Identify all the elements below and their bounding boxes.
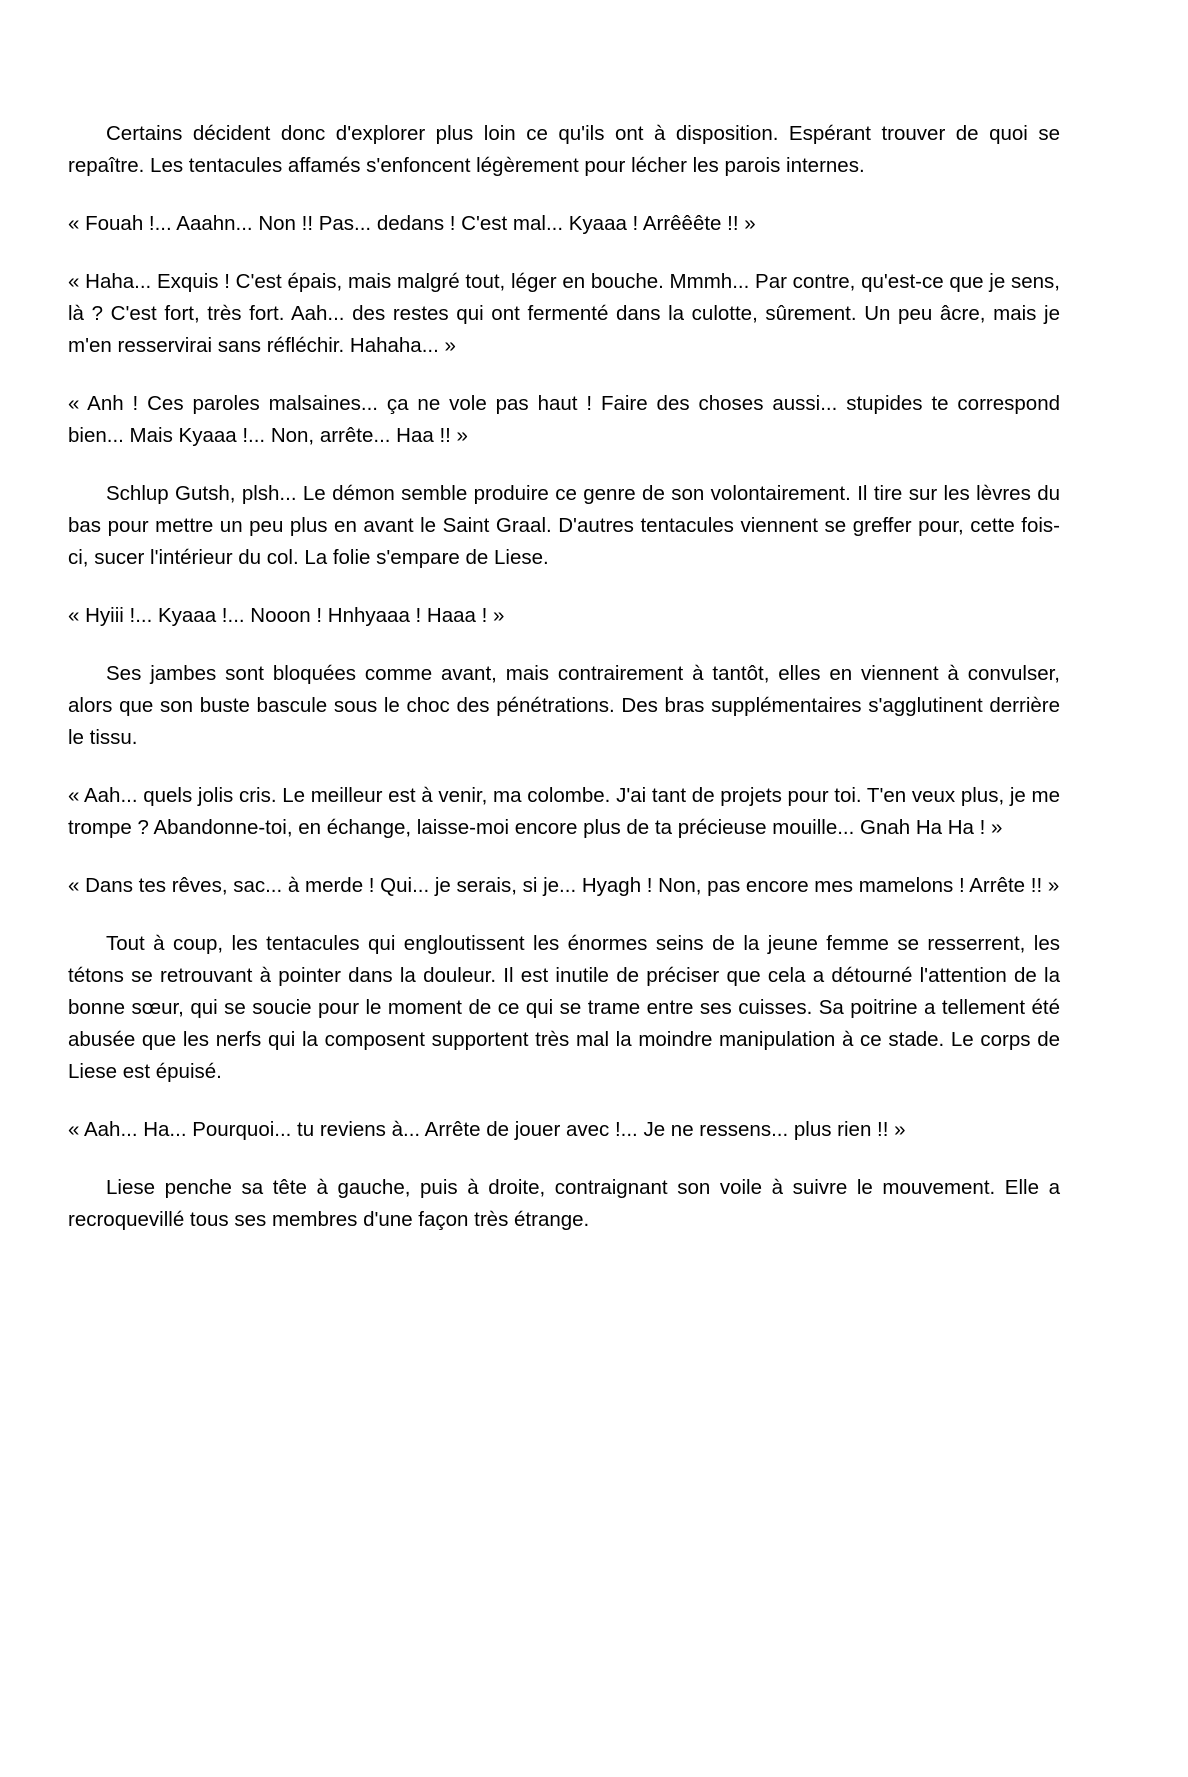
paragraph-narration-3: Ses jambes sont bloquées comme avant, mais contrairement à tantôt, elles en viennent à convulser, alors que son buste bascule sous le choc des pénétrations. Des bras supplémentaires s'agglutinent derrière le tissu. [68, 662, 1060, 749]
paragraph-narration-5: Liese penche sa tête à gauche, puis à droite, contraignant son voile à suivre le mouvement. Elle a recroquevillé tous ses membres d'une façon très étrange. [68, 1176, 1060, 1231]
text-column [68, 118, 1060, 1236]
paragraph-dialogue-5: « Aah... quels jolis cris. Le meilleur est à venir, ma colombe. J'ai tant de projets pour toi. T'en veux plus, je me trompe ? Abandonne-toi, en échange, laisse-moi encore plus de ta précieuse mouille... Gnah Ha Ha ! » [68, 784, 1060, 839]
paragraph-narration-4: Tout à coup, les tentacules qui engloutissent les énormes seins de la jeune femme se resserrent, les tétons se retrouvant à pointer dans la douleur. Il est inutile de préciser que cela a détourné l'attention de la bonne sœur, qui se soucie pour le moment de ce qui se trame entre ses cuisses. Sa poitrine a tellement été abusée que les nerfs qui la composent supportent très mal la moindre manipulation à ce stade. Le corps de Liese est épuisé. [68, 932, 1060, 1083]
paragraph-dialogue-1: « Fouah !... Aaahn... Non !! Pas... dedans ! C'est mal... Kyaaa ! Arrêêête !! » [68, 212, 756, 235]
paragraph-narration-1: Certains décident donc d'explorer plus loin ce qu'ils ont à disposition. Espérant trouver de quoi se repaître. Les tentacules affamés s'enfoncent légèrement pour lécher les parois internes. [68, 122, 1060, 177]
paragraph-dialogue-4: « Hyiii !... Kyaaa !... Nooon ! Hnhyaaa ! Haaa ! » [68, 604, 505, 627]
paragraph-dialogue-2: « Haha... Exquis ! C'est épais, mais malgré tout, léger en bouche. Mmmh... Par contre, qu'est-ce que je sens, là ? C'est fort, très fort. Aah... des restes qui ont fermenté dans la culotte, sûrement. Un peu âcre, mais je m'en resservirai sans réfléchir. Hahaha... » [68, 270, 1060, 357]
paragraph-dialogue-6: « Dans tes rêves, sac... à merde ! Qui... je serais, si je... Hyagh ! Non, pas encore mes mamelons ! Arrête !! » [68, 874, 1060, 897]
paragraph-dialogue-7: « Aah... Ha... Pourquoi... tu reviens à... Arrête de jouer avec !... Je ne ressens... plus rien !! » [68, 1118, 906, 1141]
paragraph-dialogue-3: « Anh ! Ces paroles malsaines... ça ne vole pas haut ! Faire des choses aussi... stupides te correspond bien... Mais Kyaaa !... Non, arrête... Haa !! » [68, 392, 1060, 447]
paragraph-narration-2: Schlup Gutsh, plsh... Le démon semble produire ce genre de son volontairement. Il tire sur les lèvres du bas pour mettre un peu plus en avant le Saint Graal. D'autres tentacules viennent se greffer pour, cette fois-ci, sucer l'intérieur du col. La folie s'empare de Liese. [68, 482, 1060, 569]
